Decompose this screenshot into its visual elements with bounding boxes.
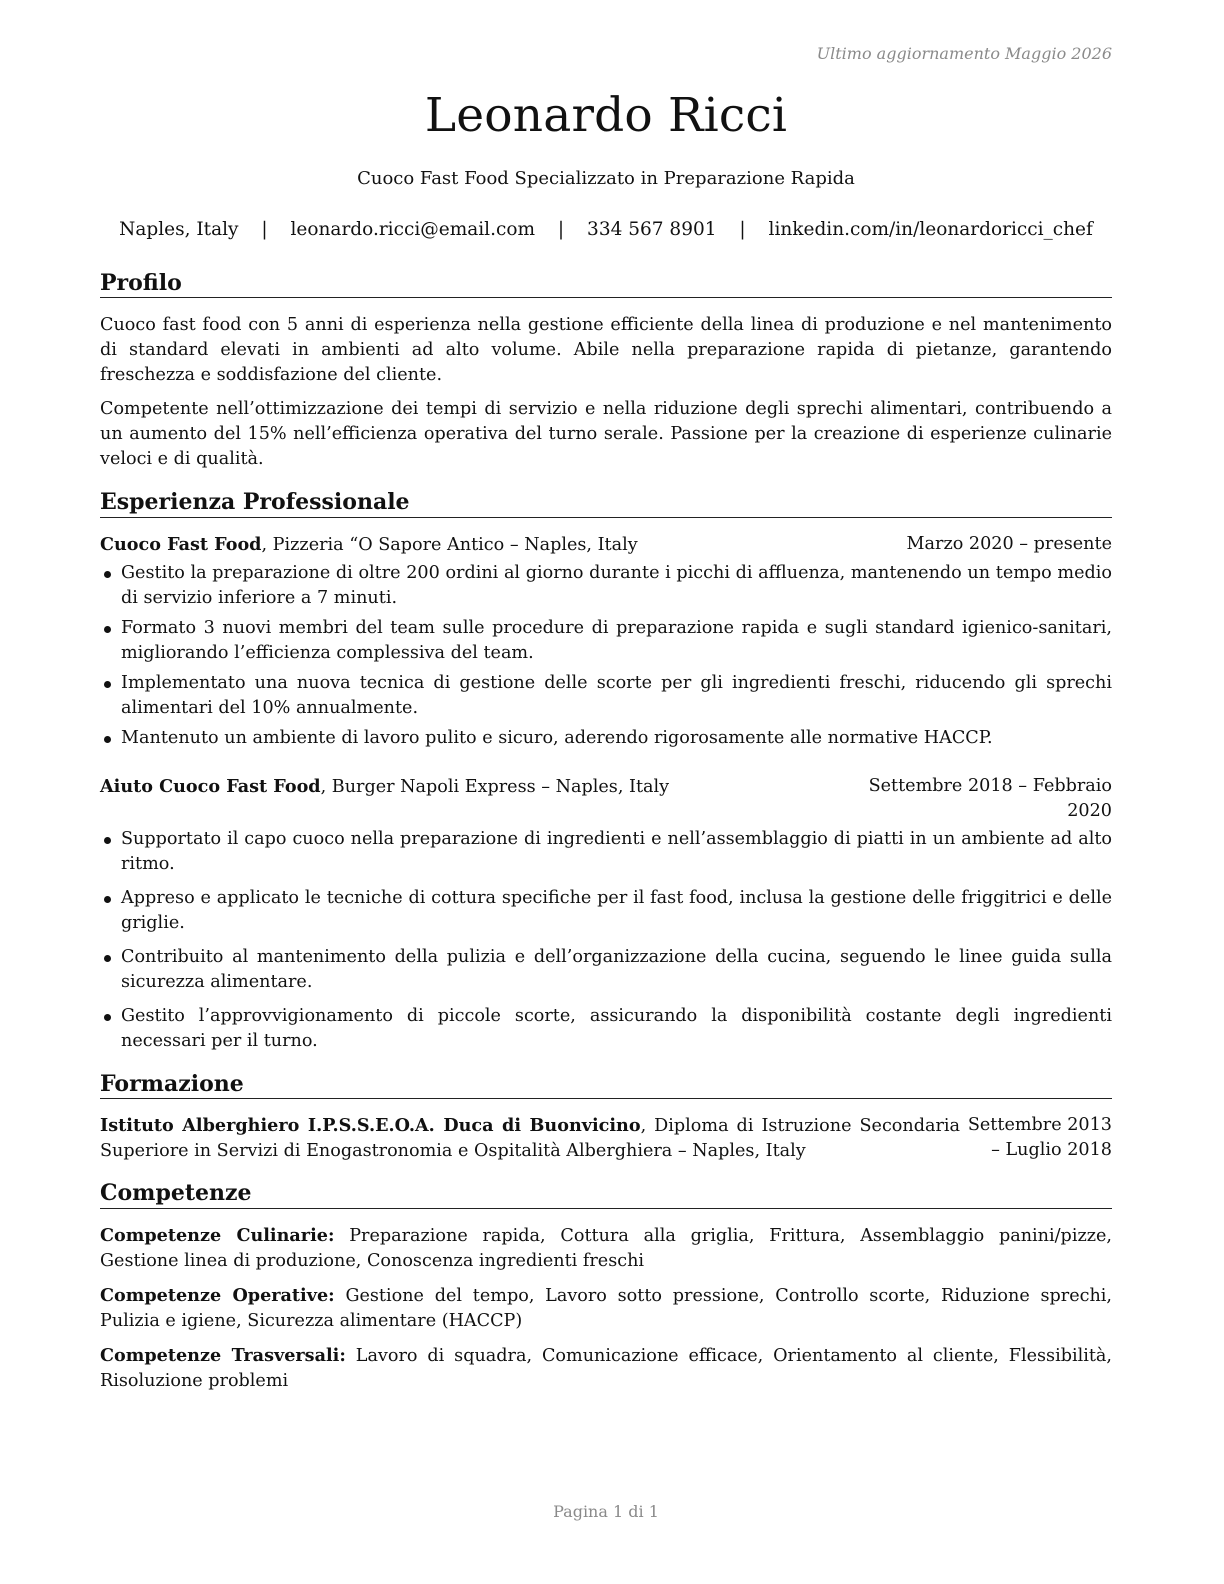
job-header [100, 532, 1112, 558]
job-bullet: Mantenuto un ambiente di lavoro pulito e sicuro, aderendo rigorosamente alle normative HACCP. [100, 726, 1112, 751]
job-role: Aiuto Cuoco Fast Food [100, 775, 321, 797]
skill-label: Competenze Trasversali: [100, 1344, 346, 1366]
contact-separator: | [557, 219, 565, 240]
job-title-line [100, 774, 862, 824]
education-dates: Settembre 2013 – Luglio 2018 [967, 1115, 1112, 1161]
profile-paragraph: Cuoco fast food con 5 anni di esperienza nella gestione efficiente della linea di produzione e nel mantenimento di standard elevati in ambienti ad alto volume. Abile nella preparazione rapida di pietanze, garantendo freschezza e soddisfazione del cliente. [100, 315, 1112, 386]
education-description [100, 1113, 960, 1164]
job-bullet: Implementato una nuova tecnica di gestione delle scorte per gli ingredienti freschi, riducendo gli sprechi alimentari del 10% annualmente. [100, 671, 1112, 721]
page-number: Pagina 1 di 1 [553, 1502, 659, 1521]
last-updated: Ultimo aggiornamento Maggio 2026 [816, 44, 1112, 63]
contact-phone: 334 567 8901 [587, 219, 717, 240]
contact-separator: | [261, 219, 268, 240]
candidate-subtitle: Cuoco Fast Food Specializzato in Preparazione Rapida [357, 168, 855, 189]
contact-email[interactable]: leonardo.ricci@email.com [290, 219, 536, 240]
job-company: , Burger Napoli Express – Naples, Italy [320, 776, 670, 797]
candidate-name: Leonardo Ricci [424, 88, 788, 143]
job-header [100, 774, 1112, 824]
resume-content [100, 270, 1112, 1403]
education-school: Istituto Alberghiero I.P.S.S.E.O.A. Duca di Buonvicino [100, 1115, 641, 1137]
skill-label: Competenze Culinarie: [100, 1224, 335, 1246]
job-dates: Marzo 2020 – presente [906, 533, 1112, 554]
education-degree: , Diploma di Istruzione Secondaria Superiore in Servizi di Enogastronomia e Ospitalità Alberghiera – Naples, Italy [100, 1116, 960, 1162]
skill-text: Gestione del tempo, Lavoro sotto pressione, Controllo scorte, Riduzione sprechi, Pulizia e igiene, Sicurezza alimentare (HACCP) [100, 1285, 1113, 1331]
job-bullet: Formato 3 nuovi membri del team sulle procedure di preparazione rapida e sugli standard igienico-sanitari, migliorando l’efficienza complessiva del team. [100, 616, 1112, 666]
section-title-skills: Competenze [100, 1180, 1112, 1208]
section-education [100, 1071, 1112, 1164]
skill-text: Preparazione rapida, Cottura alla griglia, Frittura, Assemblaggio panini/pizze, Gestione linea di produzione, Conoscenza ingredienti freschi [100, 1225, 1112, 1271]
job-bullet: Gestito la preparazione di oltre 200 ordini al giorno durante i picchi di affluenza, mantenendo un tempo medio di servizio inferiore a 7 minuti. [100, 561, 1112, 611]
job-company: , Pizzeria “O Sapore Antico – Naples, Italy [261, 534, 638, 555]
contact-linkedin[interactable]: linkedin.com/in/leonardoricci_chef [768, 219, 1093, 240]
section-title-experience: Esperienza Professionale [100, 489, 1112, 517]
job-bullets [100, 827, 1112, 1054]
skill-text: Lavoro di squadra, Comunicazione efficace, Orientamento al cliente, Flessibilità, Risoluzione problemi [100, 1345, 1112, 1391]
skill-line [100, 1283, 1112, 1334]
resume-page [100, 0, 1112, 1584]
job-entry [100, 774, 1112, 1054]
section-profile [100, 270, 1112, 472]
section-title-education: Formazione [100, 1071, 1112, 1099]
job-bullets [100, 561, 1112, 751]
skill-line [100, 1343, 1112, 1394]
section-experience [100, 489, 1112, 1053]
section-title-profile: Profilo [100, 270, 1112, 298]
job-bullet: Contribuito al mantenimento della pulizia e dell’organizzazione della cucina, seguendo le linee guida sulla sicurezza alimentare. [100, 945, 1112, 995]
contact-location: Naples, Italy [119, 219, 239, 240]
skill-line [100, 1223, 1112, 1274]
job-bullet: Supportato il capo cuoco nella preparazione di ingredienti e nell’assemblaggio di piatti in un ambiente ad alto ritmo. [100, 827, 1112, 877]
contact-line [100, 219, 1112, 240]
job-title-line [100, 532, 907, 558]
job-dates: Settembre 2018 – Febbraio 2020 [868, 775, 1112, 821]
job-bullet: Appreso e applicato le tecniche di cottura specifiche per il fast food, inclusa la gestione delle friggitrici e delle griglie. [100, 886, 1112, 936]
skill-label: Competenze Operative: [100, 1284, 335, 1306]
education-entry [100, 1113, 1112, 1164]
job-bullet: Gestito l’approvvigionamento di piccole scorte, assicurando la disponibilità costante degli ingredienti necessari per il turno. [100, 1004, 1112, 1054]
job-role: Cuoco Fast Food [100, 533, 262, 555]
profile-paragraph: Competente nell’ottimizzazione dei tempi di servizio e nella riduzione degli sprechi alimentari, contribuendo a un aumento del 15% nell’efficienza operativa del turno serale. Passione per la creazione di esperienze culinarie veloci e di qualità. [100, 399, 1112, 470]
job-entry [100, 532, 1112, 751]
section-skills [100, 1180, 1112, 1393]
contact-separator: | [739, 219, 746, 240]
